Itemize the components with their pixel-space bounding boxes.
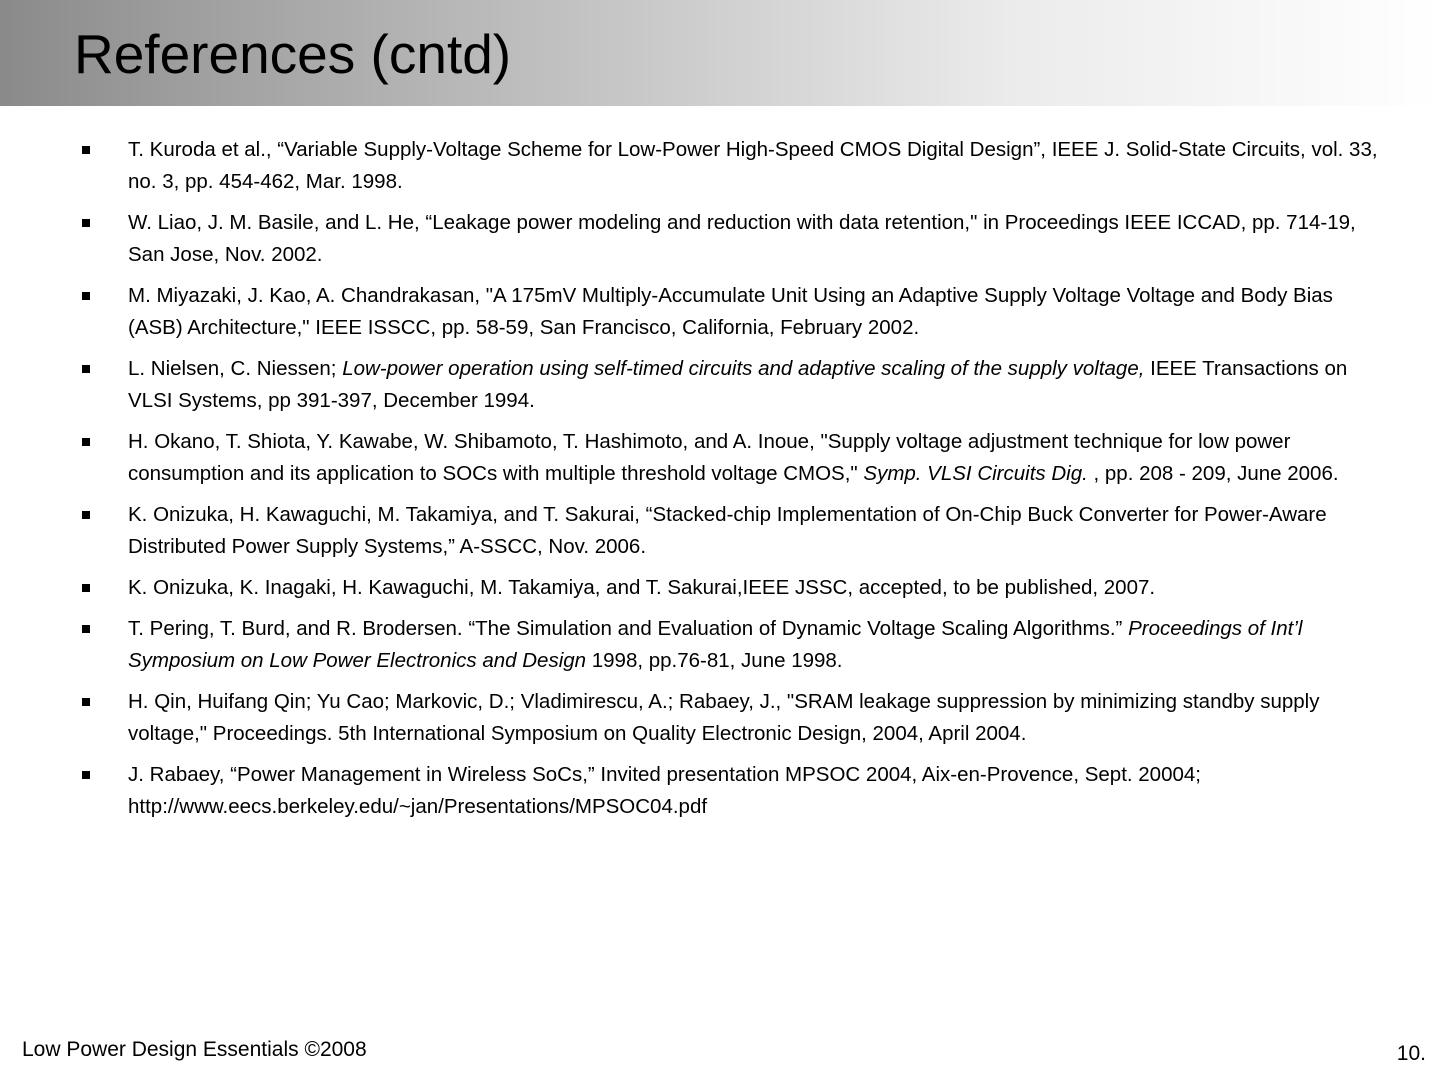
list-item — [72, 134, 1382, 198]
list-item — [72, 759, 1382, 823]
reference-text-segment: L. Nielsen, C. Niessen; — [128, 357, 343, 380]
square-bullet-icon — [82, 625, 90, 633]
square-bullet-icon — [82, 771, 90, 779]
reference-text-segment: IEEE Transactions on VLSI Systems, pp 391-397, December 1994. — [128, 357, 1348, 412]
square-bullet-icon — [82, 292, 90, 300]
square-bullet-icon — [82, 146, 90, 154]
reference-text-segment: K. Onizuka, H. Kawaguchi, M. Takamiya, and T. Sakurai, “Stacked-chip Implementation of On-Chip Buck Converter for Power-Aware Distributed Power Supply Systems,” A-SSCC, Nov. 2006. — [128, 503, 1327, 558]
reference-text-segment: M. Miyazaki, J. Kao, A. Chandrakasan, "A 175mV Multiply-Accumulate Unit Using an Adaptive Supply Voltage Voltage and Body Bias (ASB) Architecture," IEEE ISSCC, pp. 58-59, San Francisco, California, February 2002. — [128, 284, 1333, 339]
reference-text — [128, 211, 1356, 266]
slide-number: 10. — [1396, 1042, 1426, 1065]
reference-text-segment: T. Pering, T. Burd, and R. Brodersen. “The Simulation and Evaluation of Dynamic Voltage Scaling Algorithms.” — [128, 617, 1129, 640]
square-bullet-icon — [82, 511, 90, 519]
reference-text — [128, 617, 1302, 672]
square-bullet-icon — [82, 584, 90, 592]
reference-text-segment: J. Rabaey, “Power Management in Wireless SoCs,” Invited presentation MPSOC 2004, Aix-en-Provence, Sept. 20004; http://www.eecs.berkeley.edu/~jan/Presentations/MPSOC04.pdf — [128, 763, 1201, 818]
square-bullet-icon — [82, 365, 90, 373]
list-item — [72, 353, 1382, 417]
list-item — [72, 572, 1382, 604]
reference-list — [72, 134, 1382, 832]
reference-text-segment: W. Liao, J. M. Basile, and L. He, “Leakage power modeling and reduction with data retention," in Proceedings IEEE ICCAD, pp. 714-19, San Jose, Nov. 2002. — [128, 211, 1356, 266]
reference-text — [128, 763, 1201, 818]
reference-text-segment: K. Onizuka, K. Inagaki, H. Kawaguchi, M. Takamiya, and T. Sakurai,IEEE JSSC, accepted, to be published, 2007. — [128, 576, 1156, 599]
reference-text — [128, 690, 1319, 745]
list-item — [72, 686, 1382, 750]
reference-text-segment: H. Qin, Huifang Qin; Yu Cao; Markovic, D.; Vladimirescu, A.; Rabaey, J., "SRAM leakage suppression by minimizing standby supply voltage," Proceedings. 5th International Symposium on Quality Electronic Design, 2004, April 2004. — [128, 690, 1320, 745]
reference-title-italic: Proceedings of Int’l Symposium on Low Power Electronics and Design — [128, 617, 1303, 672]
reference-text — [128, 503, 1327, 558]
footer-copyright: Low Power Design Essentials ©2008 — [22, 1038, 367, 1061]
reference-text — [128, 138, 1378, 193]
square-bullet-icon — [82, 219, 90, 227]
reference-text — [128, 430, 1339, 485]
reference-text — [128, 284, 1333, 339]
reference-text-segment: 1998, pp.76-81, June 1998. — [586, 649, 843, 672]
reference-title-italic: Symp. VLSI Circuits Dig. — [863, 462, 1088, 485]
reference-text — [128, 576, 1155, 599]
reference-text-segment: H. Okano, T. Shiota, Y. Kawabe, W. Shibamoto, T. Hashimoto, and A. Inoue, "Supply voltage adjustment technique for low power consumption and its application to SOCs with multiple threshold voltage CMOS," — [128, 430, 1291, 485]
list-item — [72, 426, 1382, 490]
list-item — [72, 207, 1382, 271]
title-band — [0, 0, 1440, 106]
square-bullet-icon — [82, 438, 90, 446]
square-bullet-icon — [82, 698, 90, 706]
reference-text-segment: , pp. 208 - 209, June 2006. — [1087, 462, 1339, 485]
page-title: References (cntd) — [74, 23, 512, 85]
reference-text-segment: T. Kuroda et al., “Variable Supply-Voltage Scheme for Low-Power High-Speed CMOS Digital Design”, IEEE J. Solid-State Circuits, vol. 33, no. 3, pp. 454-462, Mar. 1998. — [128, 138, 1378, 193]
reference-text — [128, 357, 1347, 412]
list-item — [72, 280, 1382, 344]
list-item — [72, 613, 1382, 677]
list-item — [72, 499, 1382, 563]
reference-title-italic: Low-power operation using self-timed circuits and adaptive scaling of the supply voltage, — [342, 357, 1145, 380]
